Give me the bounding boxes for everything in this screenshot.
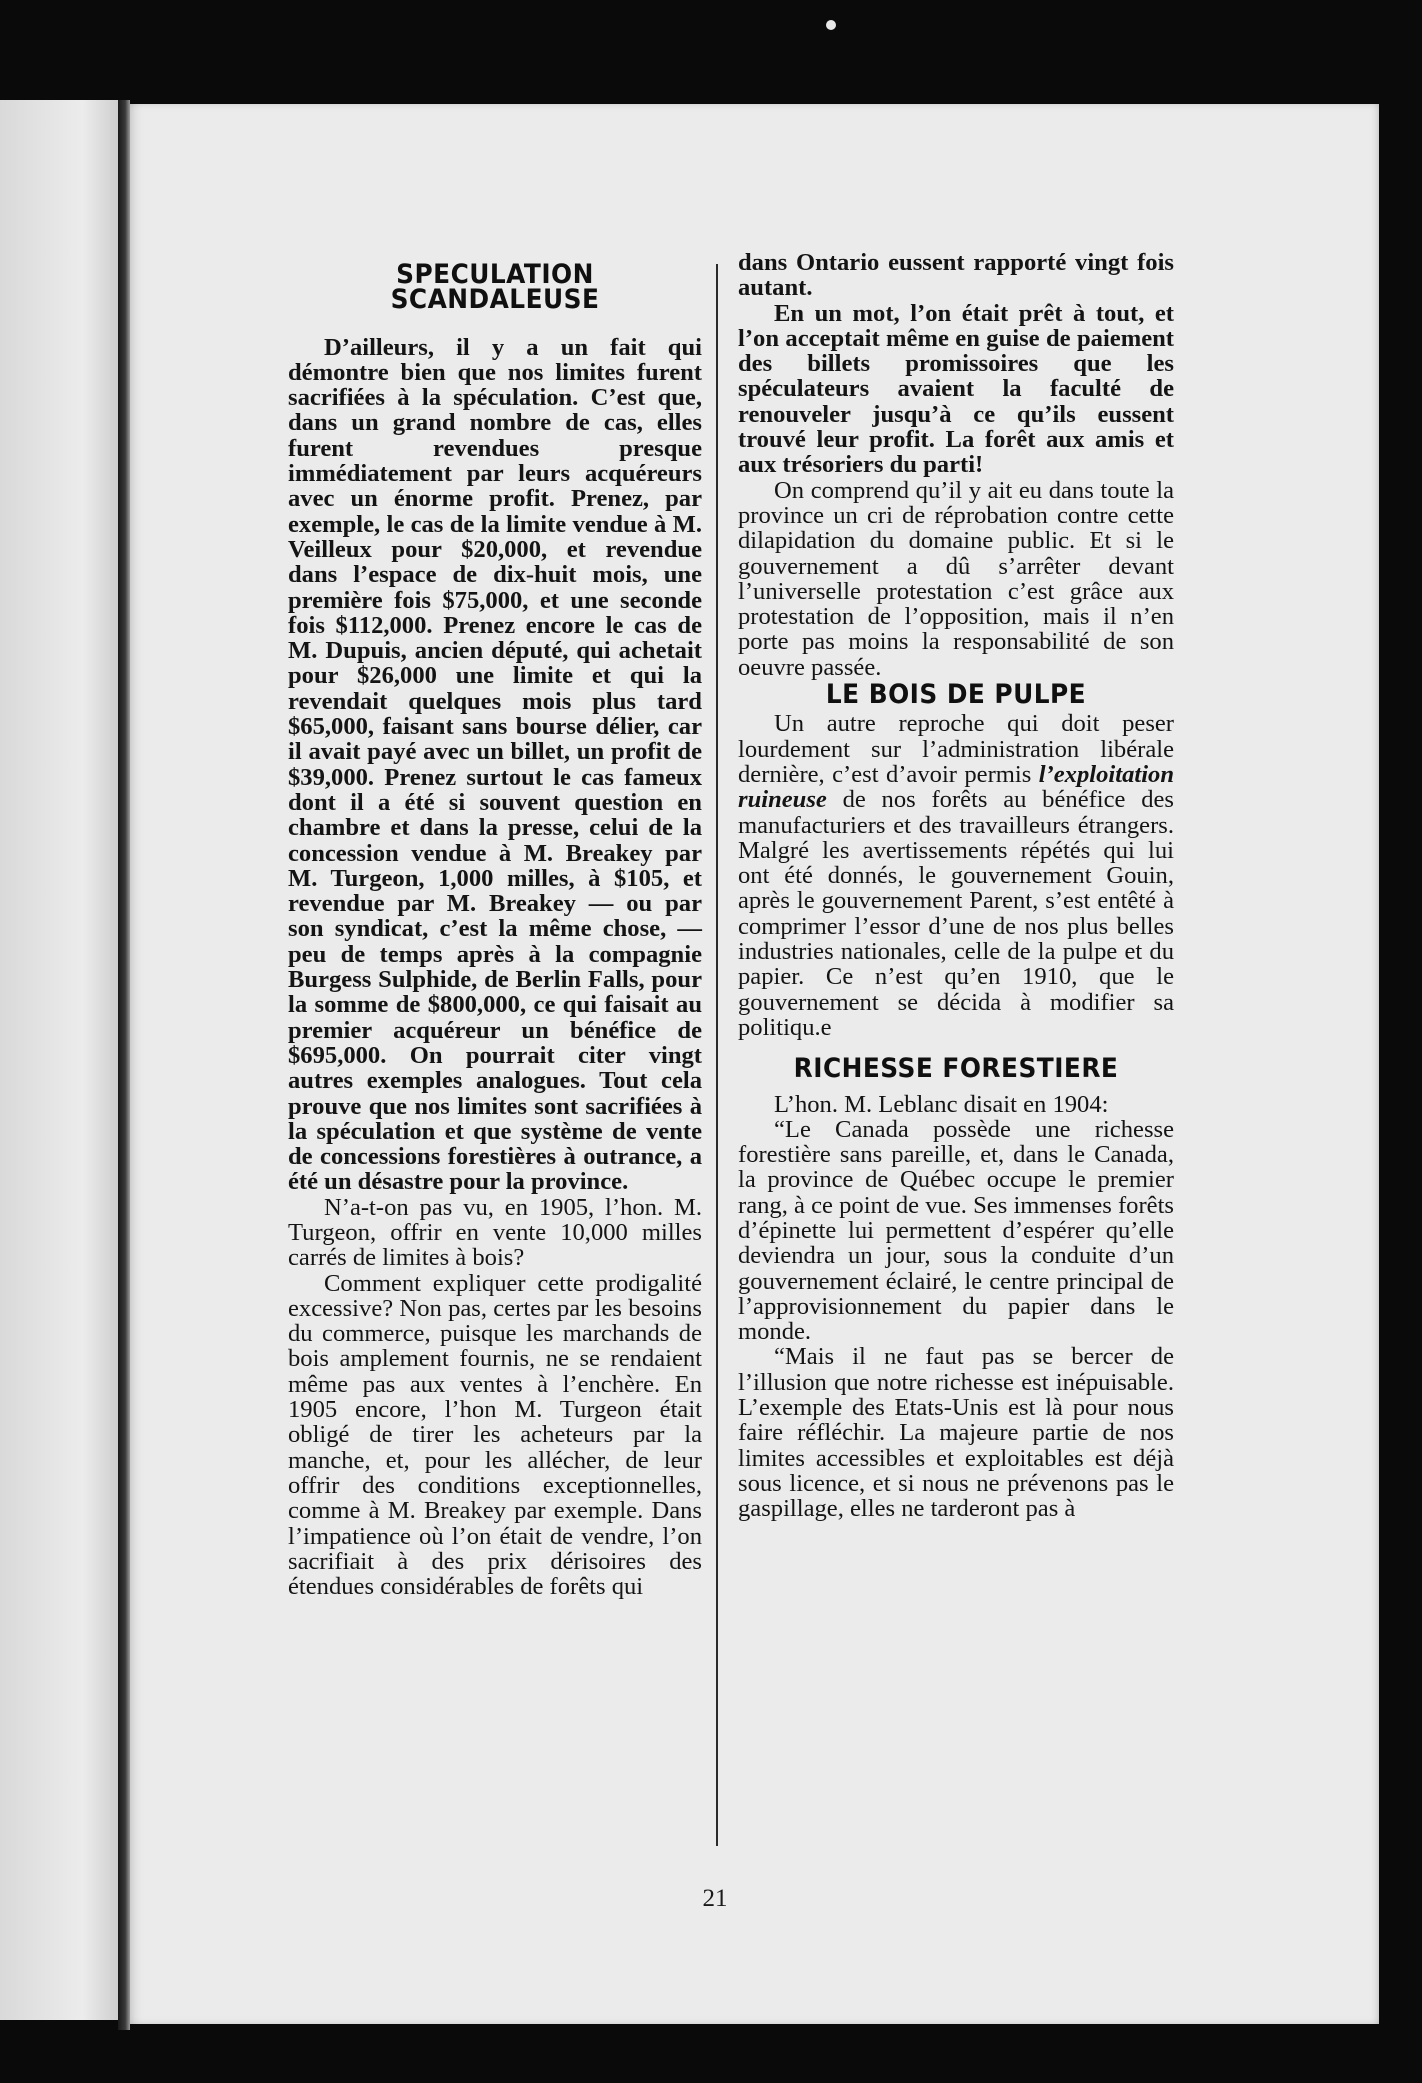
left-column: [288, 250, 702, 1599]
paragraph: dans Ontario eussent rapporté vingt fois autant.: [738, 249, 1174, 302]
paragraph: En un mot, l’on était prêt à tout, et l’on acceptait même en guise de paiement des billets promissoires que les spéculateurs avaient la faculté de renouveler jusqu’à ce qu’ils eussent trouvé leur profit. La forêt aux amis et aux trésoriers du parti!: [738, 299, 1174, 479]
paragraph: Comment expliquer cette prodigalité excessive? Non pas, certes par les besoins du commerce, puisque les marchands de bois amplement fournis, ne se rendaient même pas aux ventes à l’enchère. En 1905 encore, l’hon M. Turgeon était obligé de tirer les acheteurs par la manche, et, pour les allécher, de leur offrir des conditions exceptionnelles, comme à M. Breakey par exemple. Dans l’impatience où l’on était de vendre, l’on sacrifiait à des prix dérisoires des étendues considérables de forêts qui: [288, 1269, 702, 1601]
paragraph: “Mais il ne faut pas se bercer de l’illusion que notre richesse est inépuisable. L’exemple des Etats-Unis est là pour nous faire réfléchir. La majeure partie de nos limites accessibles et exploitables est déjà sous licence, et si nous ne prévenons pas le gaspillage, elles ne tarderont pas à: [738, 1343, 1174, 1523]
right-column: [738, 250, 1174, 1522]
facing-page-edge: [0, 100, 118, 2020]
column-rule: [716, 264, 718, 1846]
scan-dot-mark: [826, 20, 836, 30]
heading-richesse-forestiere: RICHESSE FORESTIERE: [793, 1053, 1119, 1085]
page-gutter: [118, 100, 130, 2030]
emphasis-text: l’exploitation ruineuse: [738, 760, 1174, 814]
paragraph-text: de nos forêts au bénéfice des manufacturiers et des travailleurs étrangers. Malgré les avertissements répétés qui lui ont été donnés, le gouvernement Gouin, après le gouvernement Parent, s’est entêté à comprimer l’essor d’une de nos plus belles industries nationales, celle de la pulpe et du papier. Ce n’est qu’en 1910, que le gouvernement se décida à modifier sa politiqu.e: [738, 786, 1174, 1041]
paragraph: N’a-t-on pas vu, en 1905, l’hon. M. Turgeon, offrir en vente 10,000 milles carrés de limites à bois?: [288, 1193, 702, 1272]
heading-speculation-scandaleuse: SPECULATION SCANDALEUSE: [390, 259, 600, 316]
paragraph-pulpe: [738, 711, 1174, 1040]
paragraph-text: Un autre reproche qui doit peser lourdement sur l’administration libérale dernière, c’est d’avoir permis: [738, 710, 1174, 788]
page-number: 21: [702, 1885, 728, 1912]
paragraph: L’hon. M. Leblanc disait en 1904:: [774, 1090, 1109, 1118]
heading-bois-de-pulpe: LE BOIS DE PULPE: [825, 679, 1087, 711]
paragraph: D’ailleurs, il y a un fait qui démontre bien que nos limites furent sacrifiées à la spéculation. C’est que, dans un grand nombre de cas, elles furent revendues presque immédiatement par leurs acquéreurs avec un énorme profit. Prenez, par exemple, le cas de la limite vendue à M. Veilleux pour $20,000, et revendue dans l’espace de dix-huit mois, une première fois $75,000, et une seconde fois $112,000. Prenez encore le cas de M. Dupuis, ancien député, qui achetait pour $26,000 une limite et qui la revendait quelques mois plus tard $65,000, faisant sans bourse délier, car il avait payé avec un billet, un profit de $39,000. Prenez surtout le cas fameux dont il a été si souvent question en chambre et dans la presse, celui de la concession vendue à M. Breakey par M. Turgeon, 1,000 milles, à $105, et revendue par M. Breakey — ou par son syndicat, c’est la même chose, — peu de temps après à la compagnie Burgess Sulphide, de Berlin Falls, pour la somme de $800,000, ce qui faisait au premier acquéreur un bénéfice de $695,000. On pourrait citer vingt autres exemples analogues. Tout cela prouve que nos limites sont sacrifiées à la spéculation et que système de vente de concessions forestières à outrance, a été un désastre pour la province.: [288, 333, 702, 1196]
paragraph: On comprend qu’il y ait eu dans toute la province un cri de réprobation contre cette dilapidation du domaine public. Et si le gouvernement a dû s’arrêter devant l’universelle protestation c’est grâce aux protestation de l’opposition, mais il n’en porte pas moins la responsabilité de son oeuvre passée.: [738, 476, 1174, 681]
paragraph: “Le Canada possède une richesse forestière sans pareille, et, dans le Canada, la province de Québec occupe le premier rang, à ce point de vue. Ses immenses forêts d’épinette lui permettent d’espérer qu’elle deviendra un jour, sous la conduite d’un gouvernement éclairé, le centre principal de l’approvisionnement du papier dans le monde.: [738, 1115, 1174, 1346]
